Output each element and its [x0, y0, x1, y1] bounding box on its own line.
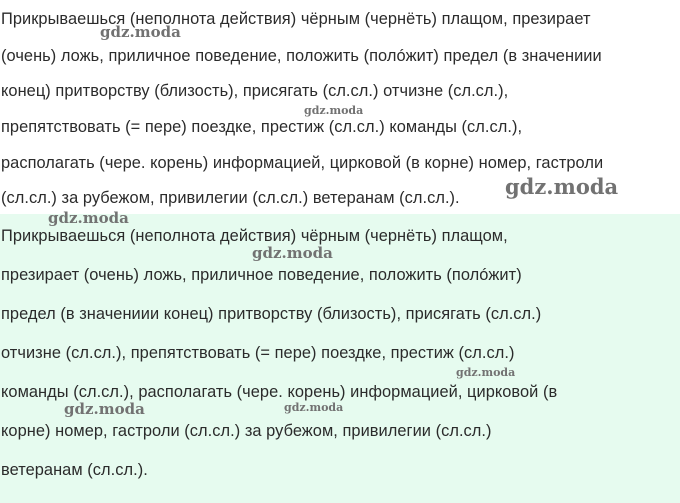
watermark: gdz.moda — [304, 104, 364, 117]
task-line: препятствовать (= пере) поездке, престиж (сл.сл.) команды (сл.сл.), — [1, 118, 523, 136]
answer-line: корне) номер, гастроли (сл.сл.) за рубежом, привилегии (сл.сл.) — [1, 422, 492, 440]
answer-line: ветеранам (сл.сл.). — [1, 461, 148, 479]
watermark: gdz.moda — [505, 174, 619, 199]
task-line: конец) притворству (близость), присягать (сл.сл.) отчизне (сл.сл.), — [1, 82, 509, 100]
answer-line: предел (в значениии конец) притворству (близость), присягать (сл.сл.) — [1, 305, 542, 323]
watermark: gdz.moda — [64, 400, 145, 418]
answer-text-block — [0, 214, 680, 503]
watermark: gdz.moda — [100, 23, 181, 41]
watermark: gdz.moda — [456, 366, 516, 379]
task-line: располагать (чере. корень) информацией, цирковой (в корне) номер, гастроли — [1, 154, 604, 172]
watermark: gdz.moda — [284, 401, 344, 414]
task-line: (сл.сл.) за рубежом, привилегии (сл.сл.) ветеранам (сл.сл.). — [1, 189, 460, 207]
watermark: gdz.moda — [48, 209, 129, 227]
task-line: Прикрываешься (неполнота действия) чёрным (чернёть) плащом, презирает — [1, 10, 591, 28]
watermark: gdz.moda — [252, 244, 333, 262]
task-line: (очень) ложь, приличное поведение, положить (полóжит) предел (в значениии — [1, 47, 602, 65]
answer-line: команды (сл.сл.), располагать (чере. корень) информацией, цирковой (в — [1, 383, 558, 401]
answer-line: презирает (очень) ложь, приличное поведение, положить (полóжит) — [1, 266, 522, 284]
answer-line: Прикрываешься (неполнота действия) чёрным (чернёть) плащом, — [1, 227, 508, 245]
answer-line: отчизне (сл.сл.), препятствовать (= пере) поездке, престиж (сл.сл.) — [1, 344, 515, 362]
